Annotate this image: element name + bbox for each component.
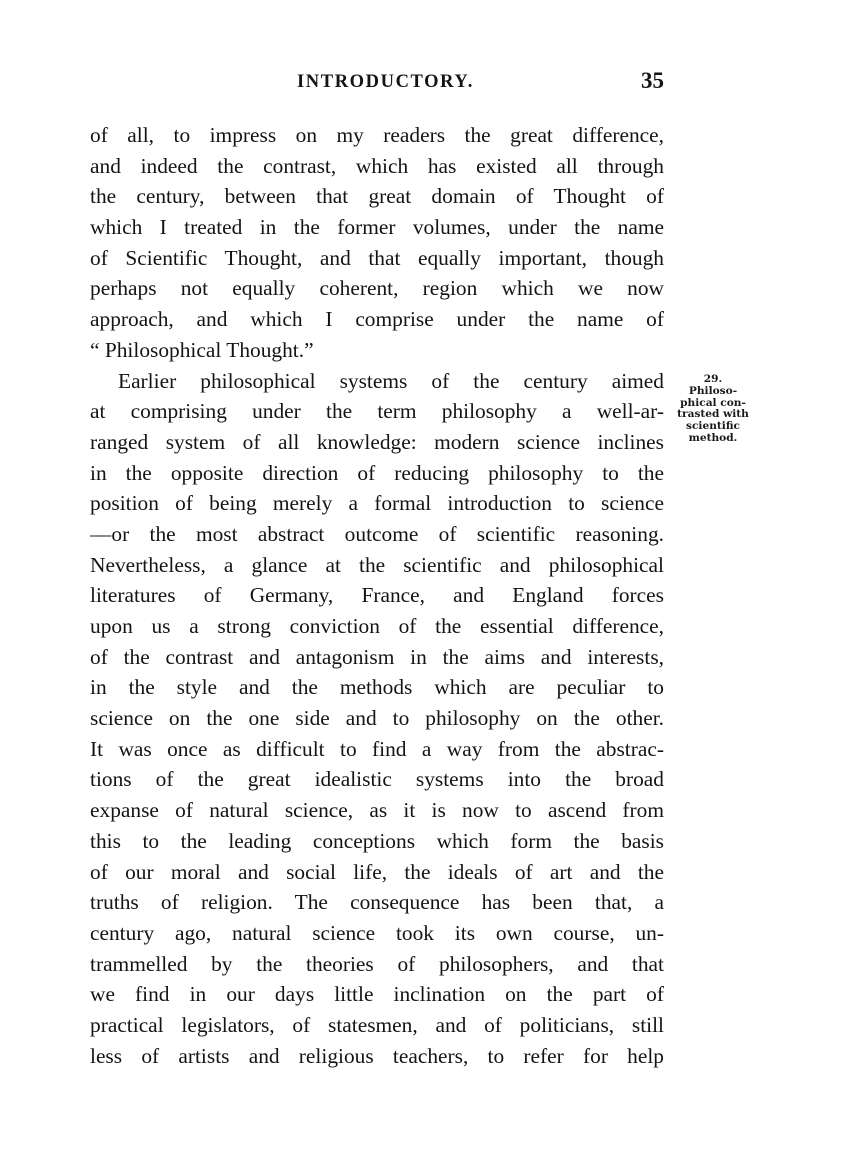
running-head: INTRODUCTORY. [297, 72, 474, 92]
text-line: Nevertheless, a glance at the scientific and philosophical [90, 552, 664, 577]
text-line: literatures of Germany, France, and England forces [90, 583, 664, 608]
page-header [90, 68, 664, 102]
margin-note-number: 29. [703, 373, 723, 385]
text-line: and indeed the contrast, which has existed all through [90, 153, 664, 178]
text-line: approach, and which I comprise under the name of [90, 307, 664, 332]
text-line: trammelled by the theories of philosophers, and that [90, 951, 664, 976]
body-text [90, 120, 664, 1071]
text-line: practical legislators, of statesmen, and of politicians, still [90, 1012, 664, 1037]
text-line: perhaps not equally coherent, region which we now [90, 276, 664, 301]
margin-note-line: method. [688, 431, 738, 444]
margin-note-line: phical con- [680, 396, 746, 409]
text-line: It was once as difficult to find a way from the abstrac- [90, 736, 664, 761]
text-line: science on the one side and to philosophy on the other. [90, 706, 664, 731]
margin-note-line: trasted with [677, 408, 749, 421]
margin-note [670, 374, 756, 445]
text-line: “ Philosophical Thought.” [90, 337, 314, 362]
text-line: ranged system of all knowledge: modern science inclines [90, 429, 664, 454]
text-line: at comprising under the term philosophy a well-ar- [90, 399, 664, 424]
text-line: of the contrast and antagonism in the aims and interests, [90, 644, 664, 669]
text-line: this to the leading conceptions which form the basis [90, 828, 664, 853]
margin-note-line: Philoso- [688, 384, 738, 397]
text-line: of our moral and social life, the ideals of art and the [90, 859, 664, 884]
text-line: upon us a strong conviction of the essential difference, [90, 614, 664, 638]
page-number: 35 [641, 68, 664, 93]
text-line: we find in our days little inclination on the part of [90, 982, 664, 1007]
text-line: in the opposite direction of reducing philosophy to the [90, 460, 664, 485]
paragraph-start-line: Earlier philosophical systems of the century aimed [118, 368, 664, 393]
text-line: less of artists and religious teachers, to refer for help [90, 1043, 664, 1068]
text-line: of all, to impress on my readers the great difference, [90, 123, 664, 147]
text-line: tions of the great idealistic systems into the broad [90, 767, 664, 792]
margin-note-line: scientific [686, 420, 740, 433]
text-line: of Scientific Thought, and that equally important, though [90, 245, 664, 270]
text-line: which I treated in the former volumes, under the name [90, 215, 664, 240]
text-line: position of being merely a formal introduction to science [90, 491, 664, 516]
text-line: the century, between that great domain of Thought of [90, 184, 664, 209]
text-line: —or the most abstract outcome of scientific reasoning. [90, 521, 664, 546]
text-line: truths of religion. The consequence has been that, a [90, 890, 664, 915]
text-line: in the style and the methods which are peculiar to [90, 675, 664, 700]
text-line: expanse of natural science, as it is now to ascend from [90, 798, 664, 823]
text-line: century ago, natural science took its own course, un- [90, 920, 664, 945]
